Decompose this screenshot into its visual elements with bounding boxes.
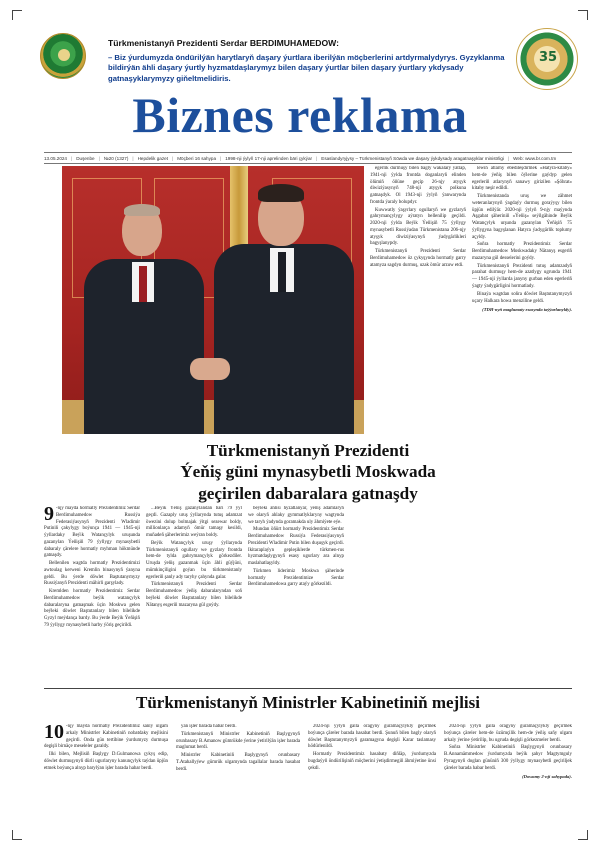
crop-mark-top-left <box>12 10 22 20</box>
paragraph: Türkmenistanyň Prezidenti tutuş adamzadyň parahat durmuşy hem-de azatlygy ugrunda 1941 — 1945-nji ýyllarda janyny gurban eden egerleriň ýagty ýadygärligini hormatlady. <box>472 263 572 290</box>
paragraph: Beýik Watançylyk uruşy ýyllarynda Türkmenistanyň ogullary we gyzlary frontda hem-de tylda gahrymançylyk görkezdiler. Uruşda ýeňiş gazanmak üçin ähli güýjüni, mümkinçiligini goýan bu türkmenistanly egerleriň şanly ady taryhy çahynda galar. <box>146 540 242 580</box>
headline-line-2: Ýeňiş güni mynasybetli Moskwada <box>180 462 436 482</box>
article-column-5 <box>472 166 572 684</box>
article-photo <box>62 166 364 434</box>
crop-mark-bottom-left <box>12 830 22 840</box>
article-column-3 <box>248 506 344 684</box>
president-quote <box>108 38 508 84</box>
headline-line-3: geçirilen dabaralara gatnaşdy <box>198 483 418 503</box>
paragraph: Türkmen liderimiz Moskwa şäherinde hormatly Prezidentimize Serdar Berdimuhamedowa garry ataýy görkezildi. <box>248 568 344 588</box>
article2-column-1 <box>44 724 168 832</box>
person-right-figure <box>214 184 354 434</box>
article2-column-3 <box>308 724 436 832</box>
paragraph: Soňra hormatly Prezidentimiz Serdar Berdimuhamedow Moskwadaky Nätanyş esgeriň mazaryna gül desselerini goýdy. <box>472 242 572 261</box>
paragraph: Mundan öňürt hormatly Prezidentimiz Serdar Berdimuhamedow Russiýa Federasiýasynyň Prezidenti Wladimir Putin bilen duşuşyk geçirdi. Ikitaraplaýyn gepleşiklerde türkmen-rus hyzmatdaşlygynyň esasy ugurlary ara alnyp maslahatlaşyldy. <box>248 527 344 567</box>
paragraph: 2024-nji ýylyň galla oragyny guramaçylykly geçirmek boýunça çäreler barada hasabat berdi. Şunuň bilen bagly olaryň döwlet Baştutanymyzyň garamagyna degişli Karar taslamasy hödürlenildi. <box>308 724 436 750</box>
paragraph: -njy maýda hormatly Prezidentimiz sanly ulgam arkaly Ministrler Kabinetiniň nobatdaky mejlisini geçirdi. Onda gün tertibine ýurdumyzy durmuşa degişli birnäçe meseleler garaldy. <box>44 724 168 750</box>
quote-text: – Biz ýurdumyzda öndürilýän harytlaryň daşary ýurtlara iberilýän möçberlerini artdyrmalydyrys. Gyzyklanma bildirýän ähli daşary ýurtly hyzmatdaşlarymyz bilen daşary ýurtlar bilen daşary ýurtlary ykdysady gatnaşyklarymyzy giňeltmelidiris. <box>108 53 505 83</box>
article2-headline: Türkmenistanyň Ministrler Kabinetiniň mejlisi <box>136 693 480 712</box>
issue-info-bar: 13.05.2024 | Duşenbe | №20 (1327) | Hepdelik gazet | Möçberi 16 sahypa | 1998-nji ýylyň 17-nji aprelinden bäri çykýar | Esaslandyryjysy – Türkmenistanyň Söwda we daşary ýykdysady aragatnaşyklar ministrligi | Web: www.br.com.tm <box>44 152 572 164</box>
crop-mark-bottom-right <box>578 830 588 840</box>
state-emblem-icon <box>40 33 86 79</box>
issue-since: 1998-nji ýylyň 17-nji aprelinden bäri çykýar <box>225 155 313 161</box>
issue-weekday: Duşenbe <box>76 155 95 161</box>
article-column-2 <box>146 506 242 684</box>
issue-date: 13.05.2024 <box>44 155 67 161</box>
article2-column-2 <box>176 724 300 832</box>
issue-number: №20 (1327) <box>103 155 129 161</box>
paragraph: Bellenilen wagtda hormatly Prezidentimizi awtoulag kerweni Kremlin binasynyň ýanyna geldi. Bu ýerde döwlet Baştutanymyzy Russiýanyň Prezidenti mähirli garşylady. <box>44 561 140 587</box>
newspaper-masthead: Biznes reklama <box>132 87 468 143</box>
article-column-4 <box>370 166 466 684</box>
paragraph: Ministrler Kabinetiniň Başlygynyň orunbasary T.Atahallyýew gümrük ulgamynda tagallalar barada hasabat berdi. <box>176 753 300 772</box>
paragraph: Türkmenistanyň Prezidenti Serdar Berdimuhamedow öz çykyşynda hormatly garry atamyza sagdyn durmuş, uzak ömür arzuw etdi. <box>370 249 466 268</box>
drop-cap: 10 <box>44 724 64 743</box>
issue-periodicity: Hepdelik gazet <box>137 155 168 161</box>
paragraph: Soňra Ministrler Kabinetiniň Başlygynyň orunbasary B.Annamämmedow ýurdumyzda beýik şahyr Magtymguly Pyragynyň doglan gününiň 300 ýyllygy mynasybetli geçiriljek çäreler barada habar berdi. <box>444 745 572 771</box>
issue-website[interactable]: Web: www.br.com.tm <box>513 155 557 161</box>
jubilee-emblem-icon <box>516 28 578 90</box>
paragraph: Hormatly Prezidentimiz hasabaty diňläp, ýurdumyzda bugdaýyň öndürilişiniň möçberini ýetişdirmegiň ähmiýetine ünsi çekdi. <box>308 752 436 771</box>
paragraph: Türkmenistanyň Prezidenti Serdar Berdimuhamedow ýeňiş dabaralaryndan soň beýleki döwlet Baştutanlary bilen bilelikde Nätanyş esgeriň mazaryna gül goýdy. <box>146 582 242 608</box>
person-left-figure <box>84 204 204 434</box>
paragraph: lewiň atlarny ebedileşdirmek «Hatyra-kitaby» hem-de ýeňiş bilen öýlerine gaýdyp gelen egerleriň atlarynyň sanawy girizilen «Şöhrat» kitaby neşir edildi. <box>472 166 572 192</box>
handshake <box>190 358 230 380</box>
paragraph: Binaýa wagtdan soňra döwlet Baştutanymyzyň uçary Halkara howa menziline geldi. <box>472 291 572 304</box>
paragraph: 2024-nji ýylyň galla oragyny guramaçylykly geçirmek boýunça çäreler hem-de üzümçilik hem-de ýeňiş saňy ulgam arkaly ýerine ýetirilip, bu ugruda degişli görkezmeler berdi. <box>444 724 572 743</box>
paragraph: ...Beýik Ýeňiş gazanylandan bäri 79 ýyl geçdi. Gazaply uruş ýyllarynda tutuş adamzat öwezini dolup bolmajak ýitgi sezewar boldy, millionlarça adamyň ömür tamaşy kesildi, muňadeň şäherlerimiz weýran boldy. <box>146 506 242 539</box>
paragraph: Kremlden hormatly Prezidentimiz Serdar Berdimuhamedow beýik watançylyk dabaralaryna gatnaşmak üçin Moskwa gelen beýleki döwlet Baştutanlary bilen bilelikde Gyzyl meýdança bardy. Bu ýerde Beýik Ýeňişiň 79 ýyllygy mynasybetli harby ýöriş geçirildi. <box>44 589 140 629</box>
crop-mark-top-right <box>578 10 588 20</box>
paragraph: beýleki ählisi hyzatlanýar, ýeňiş adamlaryň we olaryň ahlaky gymmatlyklaryny wagtynda we taryh ýadynda goramakda uly ähmiýete eýe. <box>248 506 344 525</box>
paragraph: ýan işler barada habar berdi. <box>181 724 237 729</box>
jubilee-label: 35 <box>538 50 558 65</box>
paragraph: -njy maýda hormatly Prezidentimiz Serdar Berdimuhamedow Russiýa Federasiýasynyň Prezidenti Wladimir Putiniň çakylygy boýunça 1941 — 1945-nji ýyllardaky Beýik Watançylyk uruşunda gazanylan Ýeňişiň 79 ýyllygy mynasybetli dabaraly çärelere hormatly myhman hökmünde gatnaşdy. <box>44 506 140 559</box>
issue-founder: Esaslandyryjysy – Türkmenistanyň Söwda we daşary ýykdysady aragatnaşyklar ministrligi <box>321 155 504 161</box>
drop-cap: 9 <box>44 506 54 525</box>
paragraph: Ilki bilen, Mejlisiň Başlygy D.Gulmanowa çykyş edip, döwlet durmuşynyň dürli ugurlaryny kanunçylyk taýdan üpjün etmek boýunça alnyp barylýan işler barada habar berdi. <box>44 752 168 771</box>
section-divider <box>44 688 572 689</box>
headline-line-1: Türkmenistanyň Prezidenti <box>206 441 410 460</box>
continuation-caption: (Dowamy 2-nji sahypada). <box>522 774 572 780</box>
article-column-1 <box>44 506 140 684</box>
quote-author: Türkmenistanyň Prezidenti Serdar BERDIMUHAMEDOW: <box>108 38 339 48</box>
paragraph: Türkmenistanyň Ministrler Kabinetiniň Başlygynyň orunbasary B.Amanow gümrükde ýerine ýetirilýän işler barada maglumat berdi. <box>176 731 300 751</box>
issue-page-count: Möçberi 16 sahypa <box>177 155 217 161</box>
article2-column-4 <box>444 724 572 832</box>
paragraph: Türkmenistanda uruş we zähmet weteranlarynyň ýagdaýy durmuş goraýyşy bilen üpjün edilýär. 2020-nji ýylyň 9-njy maýynda Aşgabat şäheriniň «Ýeňiş» seýilgähinde Beýik Watançylyk urşunda gazanylan Ýeňişiň 75 ýyllygyna bagyşlanan Hatyra ýadygärlik toplumy açyldy. <box>472 194 572 240</box>
paragraph: Kuwwatly ýaşyrlary ogullaryň we gyzlaryň gahrymançylygy aýratyn bellenilip geçildi. 2020-nji ýylda Beýik Ýeňişiň 75 ýyllygy mynasybetli Russiýadan Türkmenistana 206-njy atyşyk diwiziýasynyň ýadygärlikleri bagyşlanypdy. <box>370 207 466 247</box>
article-source-caption: (TDH-nyň maglumaty esasynda taýýarlanyldy). <box>482 307 572 313</box>
paragraph: egerlik durmuşy bilen bagly wakalary ýatlap, 1941-nji ýylda frontda doganlaryň elinden ölümiň öňüne geçip 26-njy atyşyk diwiziýasynyň 748-nji atyşyk polkuna gatnaşdyk. Ol 1943-nji ýylyň ýanwarynda frontda ýaraly bolupdyr. <box>370 166 466 205</box>
